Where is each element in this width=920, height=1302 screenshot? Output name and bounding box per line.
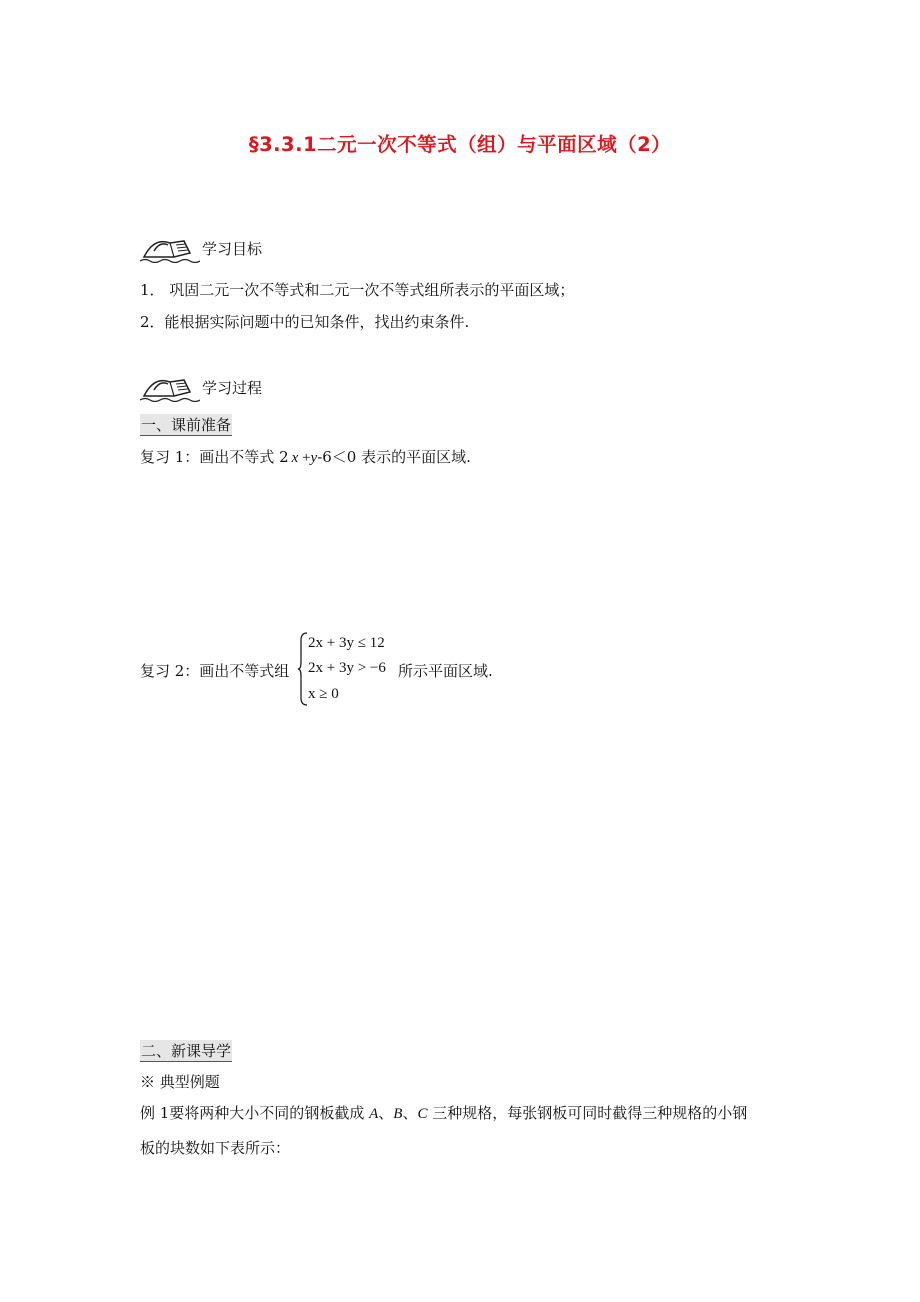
review-1 (140, 446, 471, 467)
example-1-suffix: 三种规格，每张钢板可同时截得三种规格的小钢 (427, 1104, 748, 1122)
objective-item-1: 1． 巩固二元一次不等式和二元一次不等式组所表示的平面区域； (140, 281, 575, 299)
review-1-suffix: -6＜0 表示的平面区域. (317, 448, 471, 466)
part1-heading: 一、课前准备 (141, 416, 232, 434)
review-2-suffix: 所示平面区域. (398, 662, 493, 680)
book-icon (140, 372, 200, 402)
spec-a: A (369, 1106, 379, 1122)
typical-examples-heading: ※ 典型例题 (140, 1073, 220, 1091)
system-inequality-2: 2x + 3y > −6 (308, 660, 386, 676)
example-1-line-1 (140, 1102, 747, 1123)
system-brace (298, 632, 308, 706)
spec-c: C (417, 1106, 428, 1122)
page-title: §3.3.1二元一次不等式（组）与平面区域（2） (248, 133, 672, 156)
sep-1: 、 (378, 1104, 394, 1122)
objective-item-2: 2．能根据实际问题中的已知条件，找出约束条件. (140, 313, 470, 331)
part2-heading: 二、新课导学 (141, 1042, 232, 1060)
review-1-prefix: 复习 1：画出不等式 2 (140, 448, 289, 466)
review-2-prefix: 复习 2：画出不等式组 (140, 662, 290, 680)
section-title-process: 学习过程 (202, 379, 263, 397)
review-1-x: x (291, 450, 299, 466)
sep-2: 、 (402, 1104, 418, 1122)
system-inequality-1: 2x + 3y ≤ 12 (308, 635, 385, 651)
example-1-prefix: 例 1要将两种大小不同的钢板截成 (140, 1104, 370, 1122)
example-1-line-2: 板的块数如下表所示： (140, 1139, 291, 1157)
review-1-y: y (310, 450, 318, 466)
review-1-plus: + (298, 450, 311, 466)
system-inequality-3: x ≥ 0 (308, 686, 339, 702)
section-title-objectives: 学习目标 (202, 240, 263, 258)
spec-b: B (393, 1106, 403, 1122)
book-icon (140, 233, 200, 263)
